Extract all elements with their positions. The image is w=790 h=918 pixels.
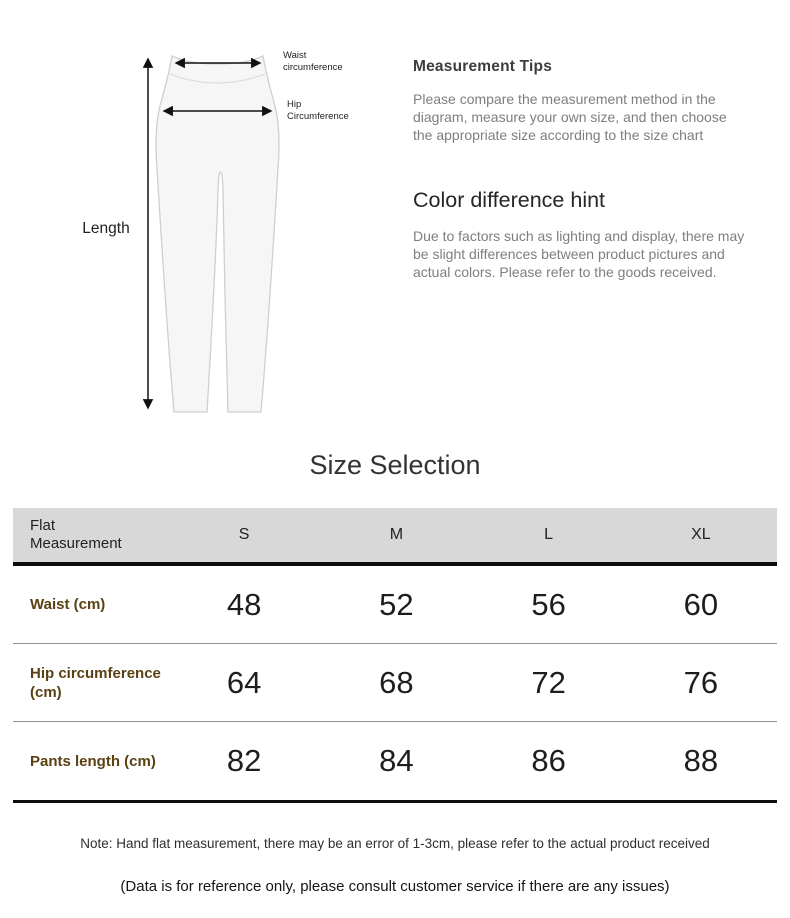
header-cell-size-m: M	[389, 526, 404, 543]
value-cell: 64	[226, 664, 262, 700]
header-cell-flat-measurement	[13, 517, 168, 553]
row-label: Waist (cm)	[30, 596, 106, 613]
leggings-measurement-diagram	[60, 30, 390, 430]
table-row-pants-length	[13, 722, 777, 800]
value-cell: 72	[531, 664, 566, 700]
hip-label-line1: Hip	[287, 99, 302, 110]
size-selection-title: Size Selection	[309, 450, 481, 480]
tips-column	[413, 58, 761, 281]
measurement-tips-title: Measurement Tips	[413, 58, 553, 75]
value-cell: 68	[379, 664, 414, 700]
table-row-waist	[13, 566, 777, 644]
color-difference-body: Due to factors such as lighting and display, there may be slight differences between product pictures and actual colors. Please refer to the goods received.	[413, 228, 745, 280]
row-label: Pants length (cm)	[30, 752, 156, 770]
value-cell: 48	[226, 586, 262, 622]
header-cell-size-xl: XL	[691, 526, 711, 543]
color-difference-title: Color difference hint	[413, 188, 606, 212]
value-cell: 82	[226, 743, 262, 778]
header-cell-size-s: S	[238, 526, 250, 543]
hip-label-line2: Circumference	[287, 111, 349, 122]
measurement-tips-body: Please compare the measurement method in the diagram, measure your own size, and then choose the appropriate size according to the size chart	[413, 91, 727, 143]
header-cell-size-l: L	[544, 526, 554, 543]
value-cell: 76	[683, 664, 719, 700]
row-label-cell	[13, 595, 168, 614]
waist-label-line2: circumference	[283, 62, 343, 73]
value-cell: 84	[379, 743, 414, 778]
leggings-diagram-svg	[60, 30, 390, 430]
waist-label-line1: Waist	[283, 50, 307, 61]
value-cell: 56	[531, 586, 566, 622]
table-header-row	[13, 508, 777, 566]
size-chart-table	[13, 508, 777, 803]
row-label-cell	[13, 752, 168, 771]
value-cell: 86	[531, 743, 566, 778]
leggings-silhouette	[156, 56, 279, 412]
value-cell: 88	[683, 743, 719, 778]
table-row-hip	[13, 644, 777, 722]
value-cell: 52	[379, 586, 414, 622]
length-label: Length	[82, 220, 130, 237]
row-label-cell	[13, 664, 168, 702]
row-label: Hip circumference (cm)	[30, 664, 161, 701]
reference-only-note: (Data is for reference only, please consult customer service if there are any issues)	[120, 878, 670, 895]
measurement-error-note: Note: Hand flat measurement, there may be an error of 1-3cm, please refer to the actual product received	[80, 836, 710, 851]
header-label: Flat Measurement	[30, 517, 122, 552]
value-cell: 60	[683, 586, 719, 622]
